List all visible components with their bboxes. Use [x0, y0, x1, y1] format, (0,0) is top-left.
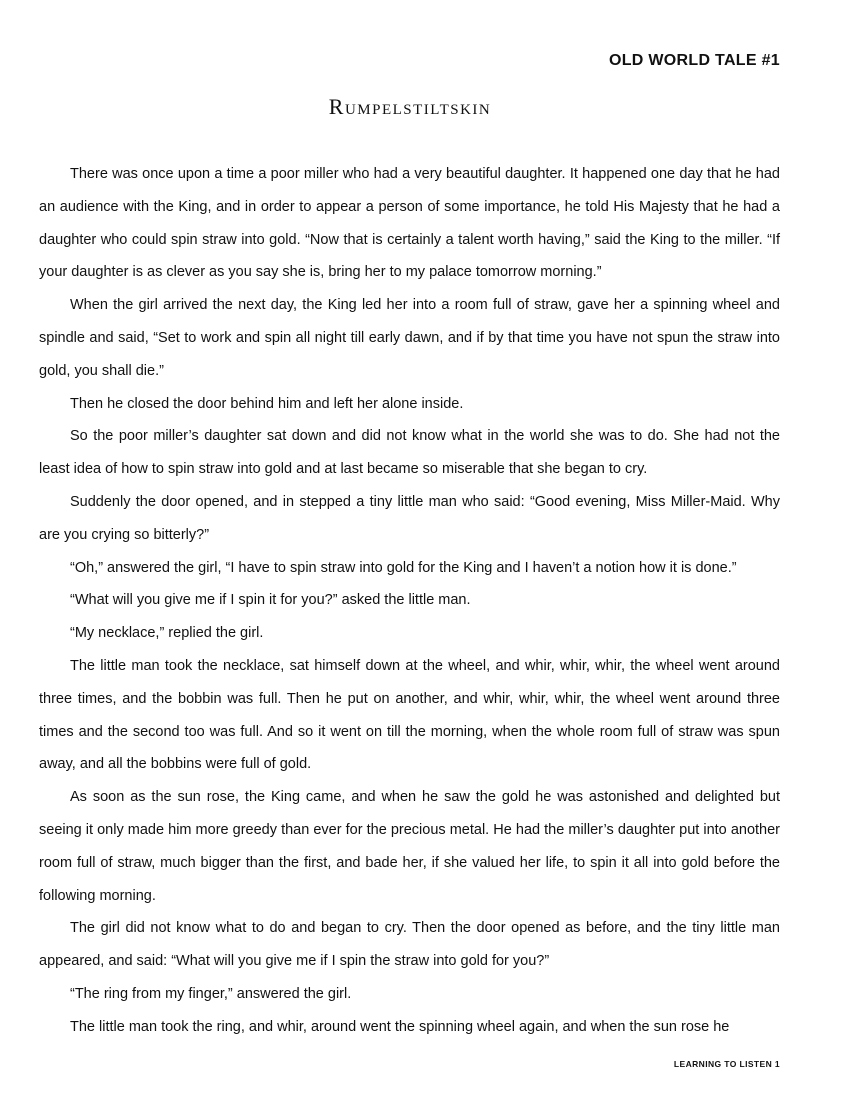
story-body: [39, 158, 780, 1044]
story-paragraph: The girl did not know what to do and began to cry. Then the door opened as before, and the tiny little man appeared, and said: “What will you give me if I spin the straw into gold for you?”: [39, 920, 780, 970]
story-paragraph: The little man took the ring, and whir, around went the spinning wheel again, and when the sun rose he: [70, 1018, 730, 1035]
page-footer-label: LEARNING TO LISTEN 1: [673, 1059, 780, 1069]
story-paragraph: There was once upon a time a poor miller who had a very beautiful daughter. It happened one day that he had an audience with the King, and in order to appear a person of some importance, he told His Majesty that he had a daughter who could spin straw into gold. “Now that is certainly a talent worth having,” said the King to the miller. “If your daughter is as clever as you say she is, bring her to my palace tomorrow morning.”: [39, 166, 780, 281]
story-paragraph: Then he closed the door behind him and left her alone inside.: [70, 395, 464, 412]
story-paragraph: The little man took the necklace, sat himself down at the wheel, and whir, whir, whir, the wheel went around three times, and the bobbin was full. Then he put on another, and whir, whir, whir, the wheel went around three times and the second too was full. And so it went on till the morning, when the whole room full of straw was spun away, and all the bobbins were full of gold.: [39, 657, 780, 773]
story-paragraph: “Oh,” answered the girl, “I have to spin straw into gold for the King and I haven’t a notion how it is done.”: [70, 559, 737, 576]
series-label: OLD WORLD TALE #1: [608, 52, 780, 69]
story-paragraph: “The ring from my finger,” answered the girl.: [70, 985, 352, 1002]
story-paragraph: “My necklace,” replied the girl.: [70, 625, 264, 642]
story-paragraph: As soon as the sun rose, the King came, and when he saw the gold he was astonished and delighted but seeing it only made him more greedy than ever for the precious metal. He had the miller’s daughter put into another room full of straw, much bigger than the first, and bade her, if she valued her life, to spin it all into gold before the following morning.: [39, 789, 780, 904]
story-paragraph: Suddenly the door opened, and in stepped a tiny little man who said: “Good evening, Miss Miller-Maid. Why are you crying so bitterly?”: [39, 493, 780, 543]
story-paragraph: “What will you give me if I spin it for you?” asked the little man.: [70, 592, 471, 609]
story-paragraph: When the girl arrived the next day, the King led her into a room full of straw, gave her a spinning wheel and spindle and said, “Set to work and spin all night till early dawn, and if by that time you have not spun the straw into gold, you shall die.”: [39, 297, 780, 379]
story-title: Rumpelstiltskin: [328, 94, 492, 119]
story-paragraph: So the poor miller’s daughter sat down and did not know what in the world she was to do. She had not the least idea of how to spin straw into gold and at last became so miserable that she began to cry.: [39, 428, 780, 478]
